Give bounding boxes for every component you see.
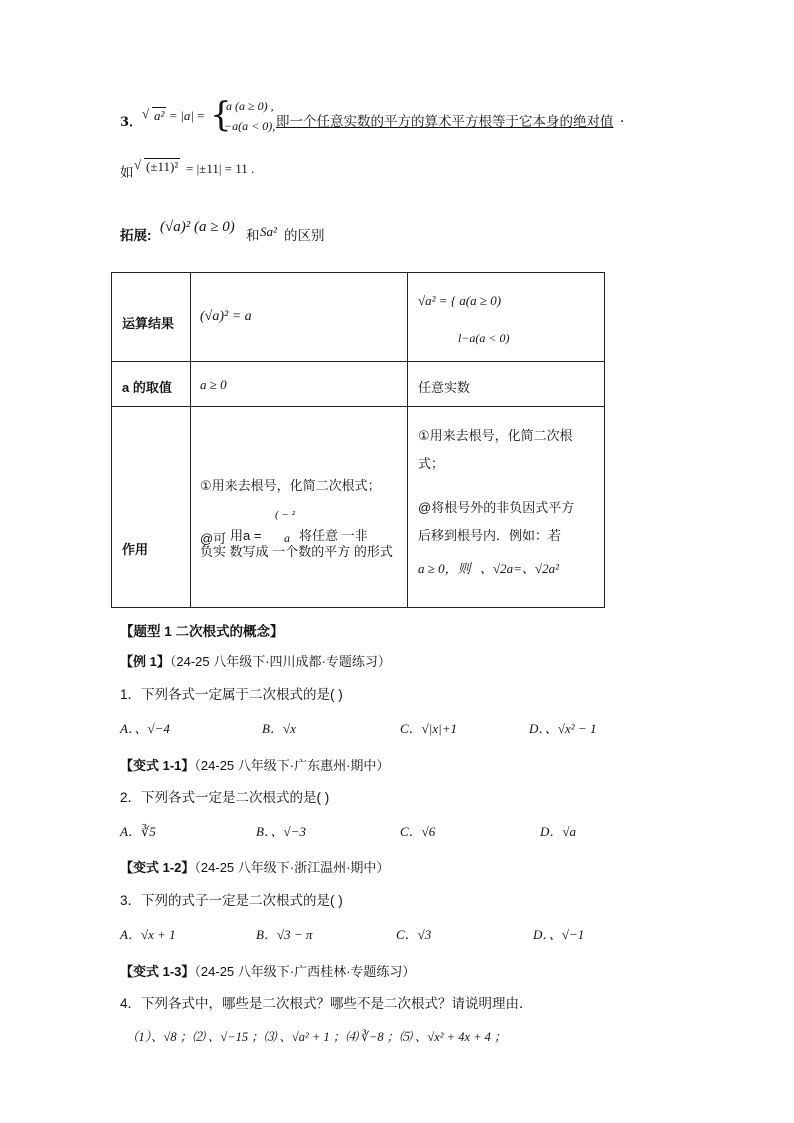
row2-left: a ≥ 0 xyxy=(200,377,227,392)
q4-stem: 4．下列各式中，哪些是二次根式？哪些不是二次根式？请说明理由． xyxy=(120,996,533,1011)
q3-option-b[interactable]: B．√3 − π xyxy=(256,927,313,942)
q2-option-c[interactable]: C．√6 xyxy=(400,824,436,839)
comparison-table xyxy=(111,272,605,608)
extension-suffix: 的区别 xyxy=(284,228,325,243)
q1-stem: 1．下列各式一定属于二次根式的是( ) xyxy=(120,687,343,702)
row1-header: 运算结果 xyxy=(122,316,175,331)
item3-period: . xyxy=(620,110,625,126)
example-sqrt: √ (±11)² xyxy=(134,159,180,175)
row3-right-line3: @将根号外的非负因式平方 xyxy=(418,500,575,515)
extension-and: 和 xyxy=(246,228,260,243)
q2-header: 【变式 1-1】（24-25 八年级下·广东惠州·期中） xyxy=(120,758,390,773)
row3-left-line2c: ( − ² xyxy=(275,509,295,521)
example-rest: = |±11| = 11 . xyxy=(186,161,255,176)
section-title: 【题型 1 二次根式的概念】 xyxy=(120,624,284,639)
item3-number: 3． xyxy=(120,115,143,130)
row3-left-line2b: 用a = xyxy=(230,528,262,543)
item3-brace: { xyxy=(210,95,232,135)
extension-expr2: Sa² xyxy=(260,224,277,239)
row3-right-line5a: a ≥ 0，则 xyxy=(418,561,471,576)
row1-right-top: √a² = { a(a ≥ 0) xyxy=(418,293,502,308)
row1-left: (√a)² = a xyxy=(200,309,252,324)
q3-stem: 3．下列的式子一定是二次根式的是( ) xyxy=(120,893,343,908)
row3-right-line4: 后移到根号内．例如：若 xyxy=(418,528,562,543)
q1-header: 【例 1】（24-25 八年级下·四川成都·专题练习） xyxy=(120,654,391,669)
example-prefix: 如 xyxy=(120,165,134,180)
q2-option-a[interactable]: A．∛5 xyxy=(120,824,156,839)
row3-header: 作用 xyxy=(122,542,149,557)
row2-right: 任意实数 xyxy=(418,380,471,395)
q2-stem: 2．下列各式一定是二次根式的是( ) xyxy=(120,790,330,805)
row3-right-line2: 式； xyxy=(418,456,445,471)
q1-option-a[interactable]: A．、√−4 xyxy=(120,721,170,736)
row3-left-line1: ①用来去根号，化简二次根式； xyxy=(200,478,381,493)
q3-header: 【变式 1-2】（24-25 八年级下·浙江温州·期中） xyxy=(120,860,390,875)
item3-case1: a (a ≥ 0) , xyxy=(226,99,274,113)
row3-left-line2d: a xyxy=(284,531,290,545)
q3-option-d[interactable]: D．、√−1 xyxy=(533,927,585,942)
extension-expr1: (√a)² (a ≥ 0) xyxy=(160,219,235,235)
extension-label: 拓展: xyxy=(120,228,152,243)
q1-option-d[interactable]: D．、√x² − 1 xyxy=(529,721,597,736)
row3-left-line3: 负实 数写成 一个数的平方 的形式 xyxy=(200,544,393,559)
item3-case2: −a(a < 0), xyxy=(224,119,276,133)
q3-option-c[interactable]: C．√3 xyxy=(396,927,432,942)
row3-right-line5c: 、√2a² xyxy=(522,561,560,576)
q4-parts: （1）、√8 ；⑵ 、√−15 ；⑶ 、√a² + 1 ；⑷ ∛−8 ；⑸ 、√x² + 4x + 4 ； xyxy=(126,1030,507,1044)
row2-header: a 的取值 xyxy=(122,380,172,395)
item3-text: 即一个任意实数的平方的算术平方根等于它本身的绝对值 xyxy=(276,114,614,129)
q3-option-a[interactable]: A．√x + 1 xyxy=(120,927,176,942)
q1-option-b[interactable]: B．√x xyxy=(262,721,296,736)
row1-right-bottom: l−a(a < 0) xyxy=(458,331,510,345)
row3-left-line2a: @可 xyxy=(200,531,227,546)
row3-right-line1: ①用来去根号，化简二次根 xyxy=(418,428,573,443)
q2-option-b[interactable]: B．、√−3 xyxy=(256,824,306,839)
q1-option-c[interactable]: C．√|x|+1 xyxy=(400,721,457,736)
q2-option-d[interactable]: D．√a xyxy=(540,824,577,839)
q4-header: 【变式 1-3】（24-25 八年级下·广西桂林·专题练习） xyxy=(120,964,416,979)
row3-right-line5b: 、√2a= xyxy=(480,561,522,576)
row3-left-line2e: 将任意 一非 xyxy=(299,528,368,543)
item3-sqrt-expr: √ a² = |a| = xyxy=(142,108,205,124)
